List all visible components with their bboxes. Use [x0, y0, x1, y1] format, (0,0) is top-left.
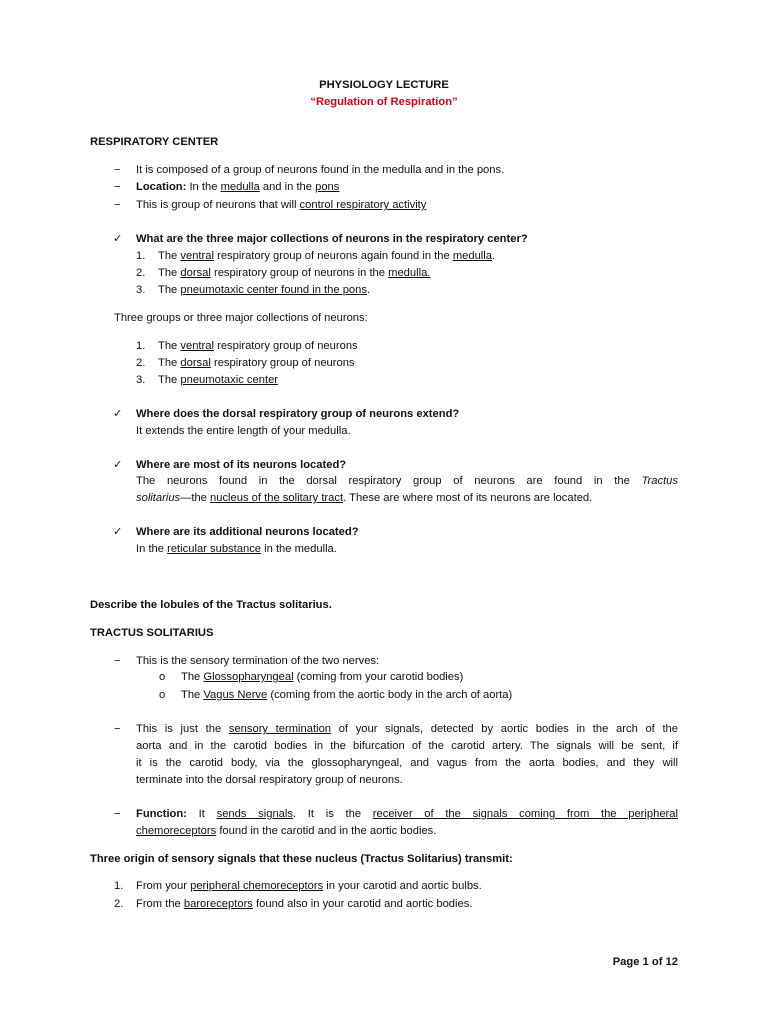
- origin-item-2: From the baroreceptors found also in your carotid and aortic bodies.: [136, 898, 473, 910]
- dash-bullet: −: [114, 199, 121, 211]
- q1-num-1: 1.: [136, 250, 146, 262]
- origin-num-1: 1.: [114, 880, 124, 892]
- answer-4: In the reticular substance in the medulla.: [136, 543, 337, 555]
- tg-item-3: The pneumotaxic center: [158, 374, 279, 386]
- heading-respiratory-center: RESPIRATORY CENTER: [90, 136, 219, 148]
- dash-bullet: −: [114, 181, 121, 193]
- ts-para-line-4: terminate into the dorsal respiratory group of neurons.: [136, 774, 403, 786]
- q1-item-2: The dorsal respiratory group of neurons in the medulla.: [158, 267, 431, 279]
- question-2: Where does the dorsal respiratory group of neurons extend?: [136, 408, 460, 420]
- tg-num-2: 2.: [136, 357, 146, 369]
- question-3: Where are most of its neurons located?: [136, 459, 347, 471]
- q1-item-1: The ventral respiratory group of neurons again found in the medulla.: [158, 250, 496, 262]
- circle-bullet: o: [159, 671, 166, 683]
- ts-sub-2: The Vagus Nerve (coming from the aortic body in the arch of aorta): [181, 689, 513, 701]
- ts-para-line-2: aorta and in the carotid bodies in the bifurcation of the carotid artery. The signals will be sent, if: [136, 740, 678, 752]
- tg-num-1: 1.: [136, 340, 146, 352]
- page-title: PHYSIOLOGY LECTURE: [319, 79, 449, 91]
- ts-sub-1: The Glossopharyngeal (coming from your carotid bodies): [181, 671, 464, 683]
- q1-item-3: The pneumotaxic center found in the pons.: [158, 284, 371, 296]
- answer-2: It extends the entire length of your medulla.: [136, 425, 351, 437]
- heading-tractus-solitarius: TRACTUS SOLITARIUS: [90, 627, 214, 639]
- three-origin-heading: Three origin of sensory signals that these nucleus (Tractus Solitarius) transmit:: [90, 853, 513, 865]
- page-subtitle: “Regulation of Respiration”: [310, 96, 458, 108]
- page-number: Page 1 of 12: [612, 956, 678, 968]
- describe-heading: Describe the lobules of the Tractus solitarius.: [90, 599, 332, 611]
- checkmark-icon: ✓: [113, 233, 123, 245]
- checkmark-icon: ✓: [113, 526, 123, 538]
- origin-item-1: From your peripheral chemoreceptors in your carotid and aortic bulbs.: [136, 880, 482, 892]
- circle-bullet: o: [159, 689, 166, 701]
- rc-line-3: This is group of neurons that will control respiratory activity: [136, 199, 427, 211]
- ts-function-line-2: chemoreceptors found in the carotid and in the aortic bodies.: [136, 825, 437, 837]
- answer-3-line-2: solitarius—the nucleus of the solitary tract. These are where most of its neurons are located.: [136, 492, 593, 504]
- checkmark-icon: ✓: [113, 408, 123, 420]
- tg-item-2: The dorsal respiratory group of neurons: [158, 357, 355, 369]
- answer-3-line-1: The neurons found in the dorsal respiratory group of neurons are found in the Tractus: [136, 475, 678, 487]
- ts-para-line-3: it is the carotid body, via the glossopharyngeal, and vagus from the aorta bodies, and they will: [136, 757, 678, 769]
- rc-line-2: Location: In the medulla and in the pons: [136, 181, 340, 193]
- origin-num-2: 2.: [114, 898, 124, 910]
- question-4: Where are its additional neurons located?: [136, 526, 359, 538]
- q1-num-3: 3.: [136, 284, 146, 296]
- dash-bullet: −: [114, 723, 121, 735]
- ts-line-1: This is the sensory termination of the two nerves:: [136, 655, 380, 667]
- question-1: What are the three major collections of neurons in the respiratory center?: [136, 233, 528, 245]
- dash-bullet: −: [114, 164, 121, 176]
- ts-para-line-1: This is just the sensory termination of your signals, detected by aortic bodies in the arch of the: [136, 723, 679, 735]
- ts-function-line-1: Function: It sends signals. It is the receiver of the signals coming from the peripheral: [136, 808, 678, 820]
- tg-num-3: 3.: [136, 374, 146, 386]
- three-groups-intro: Three groups or three major collections of neurons:: [114, 312, 368, 324]
- tg-item-1: The ventral respiratory group of neurons: [158, 340, 358, 352]
- rc-line-1: It is composed of a group of neurons found in the medulla and in the pons.: [136, 164, 505, 176]
- dash-bullet: −: [114, 655, 121, 667]
- checkmark-icon: ✓: [113, 459, 123, 471]
- dash-bullet: −: [114, 808, 121, 820]
- q1-num-2: 2.: [136, 267, 146, 279]
